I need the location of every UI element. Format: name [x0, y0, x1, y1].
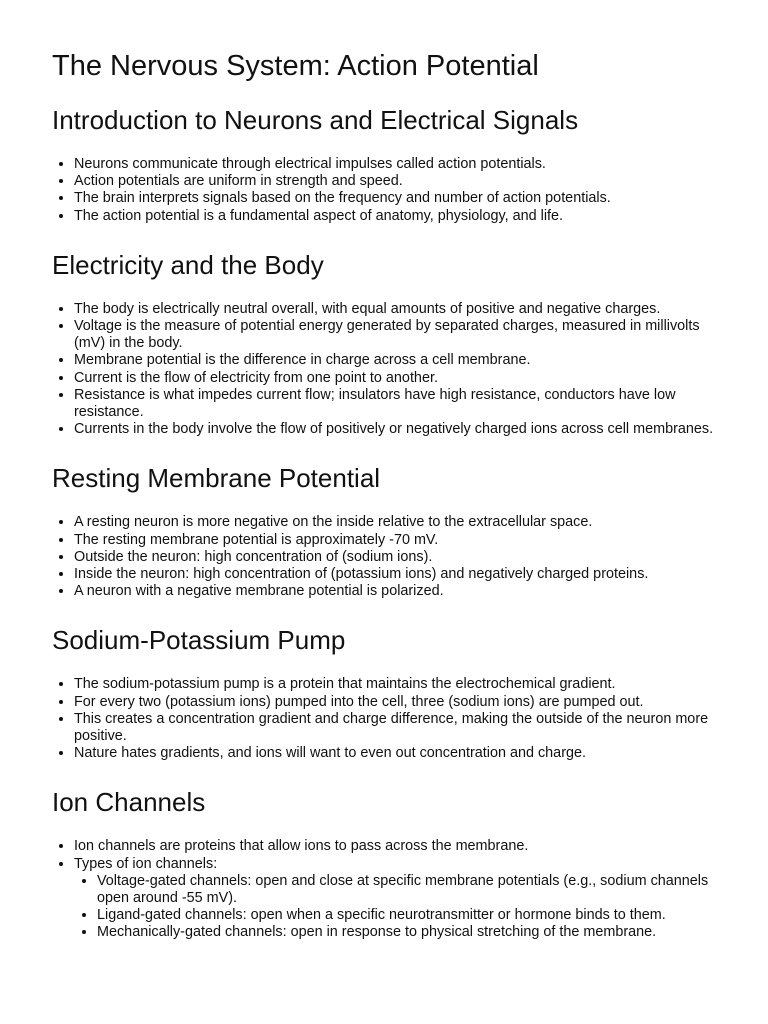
- section-electricity: [52, 249, 716, 439]
- section-heading: Electricity and the Body: [52, 249, 324, 280]
- nested-bullet-list: [74, 873, 716, 942]
- list-item: • Voltage is the measure of potential energy generated by separated charges, measured in millivolts (mV) in the body.: [74, 318, 716, 352]
- bullet-list: [52, 676, 716, 762]
- list-item: • For every two (potassium ions) pumped into the cell, three (sodium ions) are pumped out.: [74, 694, 716, 711]
- list-item: • Neurons communicate through electrical impulses called action potentials.: [74, 156, 716, 173]
- list-item: • Current is the flow of electricity from one point to another.: [74, 370, 716, 387]
- list-item-with-sublist: [74, 856, 716, 942]
- section-ion-channels: [52, 786, 716, 941]
- nested-list-item: • Mechanically-gated channels: open in response to physical stretching of the membrane.: [97, 924, 716, 941]
- list-item: • A neuron with a negative membrane potential is polarized.: [74, 583, 716, 600]
- list-item: • Ion channels are proteins that allow ions to pass across the membrane.: [74, 838, 716, 855]
- list-item: • Outside the neuron: high concentration of (sodium ions).: [74, 549, 716, 566]
- list-item: • Currents in the body involve the flow of positively or negatively charged ions across cell membranes.: [74, 421, 716, 438]
- list-item: • Resistance is what impedes current flow; insulators have high resistance, conductors have low resistance.: [74, 387, 716, 421]
- list-item: • The brain interprets signals based on the frequency and number of action potentials.: [74, 190, 716, 207]
- bullet-list: [52, 838, 716, 941]
- list-item: • Membrane potential is the difference in charge across a cell membrane.: [74, 352, 716, 369]
- list-item: • The action potential is a fundamental aspect of anatomy, physiology, and life.: [74, 208, 716, 225]
- nested-list-item: • Ligand-gated channels: open when a specific neurotransmitter or hormone binds to them.: [97, 907, 716, 924]
- bullet-list: [52, 514, 716, 600]
- list-item: • This creates a concentration gradient and charge difference, making the outside of the neuron more positive.: [74, 711, 716, 745]
- list-item: • The resting membrane potential is approximately -70 mV.: [74, 532, 716, 549]
- bullet-list: [52, 156, 716, 225]
- list-item: • Action potentials are uniform in strength and speed.: [74, 173, 716, 190]
- section-sodium-potassium-pump: [52, 624, 716, 762]
- section-heading: Sodium-Potassium Pump: [52, 625, 346, 656]
- list-item: • The body is electrically neutral overall, with equal amounts of positive and negative charges.: [74, 301, 716, 318]
- section-heading: Introduction to Neurons and Electrical Signals: [52, 105, 579, 135]
- section-introduction: [52, 104, 716, 225]
- list-item: • The sodium-potassium pump is a protein that maintains the electrochemical gradient.: [74, 676, 716, 693]
- section-resting-potential: [52, 462, 716, 600]
- section-heading: Resting Membrane Potential: [52, 463, 381, 494]
- list-item: • Nature hates gradients, and ions will want to even out concentration and charge.: [74, 745, 716, 762]
- bullet-list: [52, 301, 716, 439]
- list-item-label: Types of ion channels:: [74, 855, 218, 872]
- list-item: • A resting neuron is more negative on the inside relative to the extracellular space.: [74, 514, 716, 531]
- nested-list-item: • Voltage-gated channels: open and close at specific membrane potentials (e.g., sodium channels open around -55 mV).: [97, 873, 716, 907]
- section-heading: Ion Channels: [52, 787, 206, 818]
- page-title: The Nervous System: Action Potential: [52, 50, 539, 82]
- list-item: • Inside the neuron: high concentration of (potassium ions) and negatively charged proteins.: [74, 566, 716, 583]
